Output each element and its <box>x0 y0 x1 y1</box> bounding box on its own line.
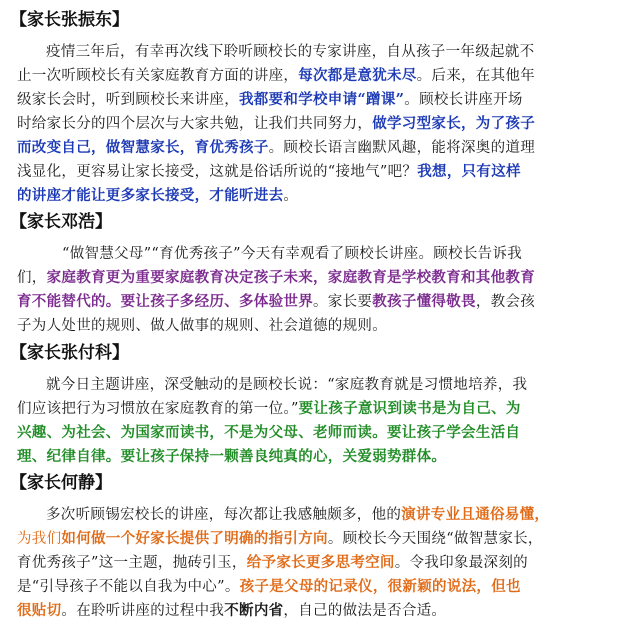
text-segment: 的讲座才能让更多家长接受，才能听进去 <box>17 187 284 204</box>
text-segment: 就今日主题讲座，深受触动的是顾校长说：“家庭教育就是习惯地培养，我 <box>46 377 528 393</box>
text-segment: 给予家长更多思考空间 <box>246 554 395 571</box>
paragraph-line <box>17 423 520 443</box>
text-segment: 教孩子懂得敬畏 <box>372 293 476 310</box>
text-segment: 级家长会时，听到顾校长来讲座， <box>17 92 239 108</box>
text-segment: 。在聆听讲座的过程中我 <box>61 603 225 619</box>
paragraph-line <box>17 553 528 573</box>
text-segment: 我想，只有这样 <box>417 163 521 180</box>
paragraph-line <box>17 399 521 419</box>
text-segment: 很贴切 <box>17 602 62 619</box>
section-heading: 【家长邓浩】 <box>10 212 112 232</box>
text-segment: ，自己的做法是否合适。 <box>283 603 447 619</box>
text-segment: 是“引导孩子不能以自我为中心”。 <box>17 579 240 595</box>
paragraph-line <box>17 186 298 206</box>
text-segment: 多次听顾锡宏校长的讲座，每次都让我感触颇多，他的 <box>46 507 402 523</box>
text-segment: 。顾校长语言幽默风趣，能将深奥的道理 <box>268 140 536 156</box>
text-segment: 。令我印象最深刻的 <box>394 555 528 571</box>
text-segment: 。家长要 <box>313 294 373 310</box>
text-segment: 。顾校长今天围绕“做智慧家长， <box>327 531 543 547</box>
text-segment: 理、纪律自律。要让孩子保持一颗善良纯真的心，关爱弱势群体。 <box>17 448 447 465</box>
paragraph-line <box>17 90 523 110</box>
paragraph-line <box>17 66 535 86</box>
paragraph-line <box>17 138 535 158</box>
text-segment: 而改变自己，做智慧家长，育优秀孩子 <box>17 139 269 156</box>
paragraph-line <box>46 42 534 62</box>
text-segment: 育不能替代的。要让孩子多经历、多体验世界 <box>17 293 313 310</box>
text-segment: 不断内省 <box>224 602 284 619</box>
paragraph-line <box>62 244 522 264</box>
text-segment: 浅显化，更容易让家长接受，这就是俗话所说的“接地气”吧？ <box>17 164 418 180</box>
text-segment: 演讲专业且通俗易懂， <box>401 506 550 523</box>
section-heading: 【家长何静】 <box>10 473 112 493</box>
section-heading: 【家长张付科】 <box>10 343 129 363</box>
text-segment: 为我们 <box>17 531 62 547</box>
paragraph-line <box>17 447 446 467</box>
text-segment: 。 <box>283 188 299 204</box>
text-segment: 如何做一个好家长提供了明确的指引方向 <box>61 530 328 547</box>
text-segment: 要让孩子意识到读书是为自己、为 <box>298 400 521 417</box>
text-segment: 止一次听顾校长有关家庭教育方面的讲座， <box>17 68 299 84</box>
paragraph-line <box>17 292 535 312</box>
paragraph-line <box>17 162 521 182</box>
text-segment: 做学习型家长，为了孩子 <box>372 115 536 132</box>
paragraph-line <box>46 375 527 395</box>
text-segment: “做智慧父母”“育优秀孩子”今天有幸观看了顾校长讲座。顾校长告诉我 <box>62 246 523 262</box>
text-segment: 子为人处世的规则、做人做事的规则、社会道德的规则。 <box>17 318 387 334</box>
text-segment: 育优秀孩子”这一主题，抛砖引玉， <box>17 555 247 571</box>
text-segment: 疫情三年后，有幸再次线下聆听顾校长的专家讲座，自从孩子一年级起就不 <box>46 44 535 60</box>
paragraph-line <box>17 316 387 336</box>
paragraph-line <box>17 268 535 288</box>
text-segment: 们应该把行为习惯放在家庭教育的第一位。” <box>17 401 299 417</box>
text-segment: 孩子是父母的记录仪，很新颖的说法，但也 <box>239 578 521 595</box>
text-segment: 兴趣、为社会、为国家而读书，不是为父母、老师而读。要让孩子学会生活自 <box>17 424 521 441</box>
text-segment: 我都要和学校申请“蹭课” <box>239 91 405 108</box>
paragraph-line <box>17 529 543 549</box>
paragraph-line <box>46 505 549 525</box>
text-segment: 们， <box>17 270 47 286</box>
text-segment: 。后来，在其他年 <box>416 68 536 84</box>
section-heading: 【家长张振东】 <box>10 10 129 30</box>
text-segment: ，教会孩 <box>475 294 536 310</box>
text-segment: 家庭教育更为重要家庭教育决定孩子未来，家庭教育是学校教育和其他教育 <box>46 269 536 286</box>
paragraph-line <box>17 577 521 597</box>
paragraph-line <box>17 114 535 134</box>
text-segment: 。顾校长讲座开场 <box>404 92 523 108</box>
text-segment: 时给家长分的四个层次与大家共勉，让我们共同努力， <box>17 116 373 132</box>
text-segment: 每次都是意犹未尽 <box>298 67 417 84</box>
paragraph-line <box>17 601 446 621</box>
